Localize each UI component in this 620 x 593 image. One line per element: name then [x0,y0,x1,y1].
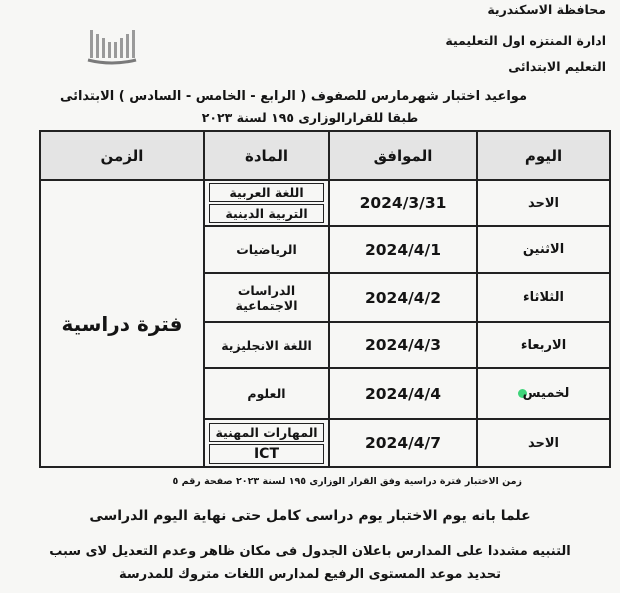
day-cell: الاحد [477,419,610,467]
day-cell: الاربعاء [477,322,610,368]
exam-time-note: زمن الاختبار فترة دراسية وفق القرار الوزارى ١٩٥ لسنة ٢٠٢٣ صفحة رقم ٥ [172,476,522,487]
day-cell: الثلاثاء [477,273,610,322]
date-cell: 2024/4/7 [329,419,477,467]
header-date: الموافق [329,131,477,180]
subject-cell: اللغة الانجليزية [204,322,329,368]
date-cell: 2024/3/31 [329,180,477,226]
table-header-row [40,131,610,180]
subject-label: ICT [209,444,324,464]
note-advanced-level: تحديد موعد المستوى الرفيع لمدارس اللغات متروك للمدرسة [118,567,502,582]
exam-schedule-table [39,130,611,468]
note-announce-schedule: التنبيه مشددا على المدارس باعلان الجدول فى مكان ظاهر وعدم التعديل لاى سبب [49,544,571,559]
header-time: الزمن [40,131,204,180]
period-cell: فترة دراسية [40,180,204,467]
subject-cell: الدراسات الاجتماعية [204,273,329,322]
subject-label: التربية الدينية [209,204,324,223]
subject-label: المهارات المهنية [209,423,324,442]
table-row [40,180,610,226]
subject-cell: العلوم [204,368,329,419]
stage-label: التعليم الابتدائى [508,59,606,74]
decree-subtitle: طبقا للقرارالوزارى ١٩٥ لسنة ٢٠٢٣ [201,110,419,125]
subject-label: اللغة العربية [209,183,324,202]
directorate-label: ادارة المنتزه اول التعليمية [445,33,606,48]
day-cell: الاحد [477,180,610,226]
subject-cell [204,419,329,467]
header-day: اليوم [477,131,610,180]
subject-cell: الرياضيات [204,226,329,273]
open-book-logo [86,24,138,68]
date-cell: 2024/4/3 [329,322,477,368]
governorate-label: محافظة الاسكندرية [487,2,606,17]
date-cell: 2024/4/2 [329,273,477,322]
date-cell: 2024/4/1 [329,226,477,273]
day-cell: الاثنين [477,226,610,273]
day-cell [477,368,610,419]
date-cell: 2024/4/4 [329,368,477,419]
day-label: لخميس [522,386,570,401]
schedule-title: مواعيد اختبار شهرمارس للصفوف ( الرابع - الخامس - السادس ) الابتدائى [59,89,527,104]
note-full-school-day: علما بانه يوم الاختبار يوم دراسى كامل حتى نهاية اليوم الدراسى [89,508,531,524]
header-subject: المادة [204,131,329,180]
subject-cell [204,180,329,226]
